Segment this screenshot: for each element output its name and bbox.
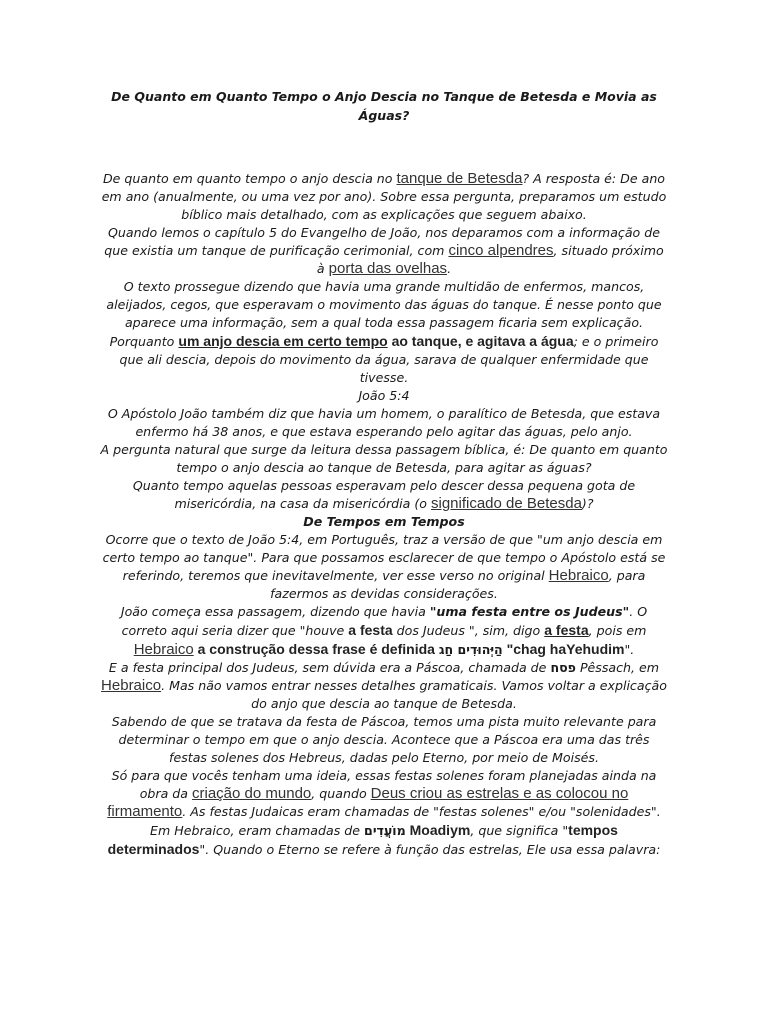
text: . O correto aqui seria dizer que "houve <box>121 604 648 638</box>
link-hebraico-3[interactable]: Hebraico <box>101 677 162 694</box>
text: , pois em <box>588 623 647 638</box>
text: João começa essa passagem, dizendo que havia <box>120 604 430 619</box>
bold-text: "uma festa entre os Judeus" <box>429 604 630 619</box>
text: , para fazermos as devidas considerações. <box>270 568 646 601</box>
link-um-anjo-descia[interactable]: um anjo descia em certo tempo <box>178 333 388 349</box>
text: ". <box>624 642 635 657</box>
paragraph-festas-solenes: Sabendo de que se tratava da festa de Páscoa, temos uma pista muito relevante para determinar o tempo em que o anjo descia. Acontece que a Páscoa era uma das três festas solenes dos Hebreus, dadas pelo Eterno, por meio de Moisés. <box>111 714 657 765</box>
link-porta-das-ovelhas[interactable]: porta das ovelhas <box>328 260 448 277</box>
link-criacao-do-mundo[interactable]: criação do mundo <box>192 785 312 802</box>
paragraph-festa <box>100 603 668 659</box>
paragraph-criacao <box>100 767 668 821</box>
paragraph-pascoa <box>100 659 668 713</box>
text: De quanto em quanto tempo o anjo descia no <box>102 171 397 186</box>
paragraph-pergunta: A pergunta natural que surge da leitura dessa passagem bíblica, é: De quanto em quanto tempo o anjo descia ao tanque de Betesda, para agitar as águas? <box>100 442 668 475</box>
text: O texto prossegue dizendo que havia uma grande multidão de enfermos, mancos, aleijados, cegos, que esperavam o movimento das águas do tanque. É nesse ponto que aparece uma informação, sem a qual toda essa passagem ficaria sem explicação. Porquanto <box>106 279 662 349</box>
bold-text: a festa <box>348 622 393 638</box>
text: ". Quando o Eterno se refere à função das estrelas, Ele usa essa palavra: <box>199 842 661 857</box>
link-hebraico[interactable]: Hebraico <box>548 567 609 584</box>
verse-reference: João 5:4 <box>358 388 410 403</box>
bold-text: Moadiym <box>405 822 471 838</box>
text: dos Judeus ", sim, digo <box>392 623 545 638</box>
paragraph-paralitico: O Apóstolo João também diz que havia um homem, o paralítico de Betesda, que estava enfermo há 38 anos, e que estava esperando pelo agitar das águas, pelo anjo. <box>107 406 661 439</box>
paragraph-quanto-tempo <box>100 477 668 513</box>
text: . <box>447 261 452 276</box>
link-tanque-de-betesda[interactable]: tanque de Betesda <box>396 170 523 187</box>
link-significado-de-betesda[interactable]: significado de Betesda <box>430 495 582 512</box>
page-title: De Quanto em Quanto Tempo o Anjo Descia no Tanque de Betesda e Movia as Águas? <box>111 89 657 123</box>
text: , que significa " <box>470 823 569 838</box>
link-cinco-alpendres[interactable]: cinco alpendres <box>448 242 554 259</box>
bold-text: a construção dessa frase é definida <box>193 641 439 657</box>
paragraph-answer <box>100 170 668 224</box>
link-hebraico-2[interactable]: Hebraico <box>133 641 194 658</box>
hebrew-text: הַיְּהוּדִים חַג <box>438 642 503 657</box>
link-deus-criou-as-estrelas[interactable]: Deus criou as estrelas e as colocou no firmamento <box>107 785 629 820</box>
paragraph-evangelho <box>100 224 668 278</box>
text: Quanto tempo aquelas pessoas esperavam pelo descer dessa pequena gota de misericórdia, na casa da misericórdia (o <box>132 478 636 511</box>
bold-text: ao tanque, e agitava a água <box>387 333 574 349</box>
section-subheading: De Tempos em Tempos <box>303 514 465 529</box>
bold-text: tempos determinados <box>107 822 618 857</box>
text: )? <box>581 496 594 511</box>
hebrew-text: פסח <box>550 660 576 675</box>
text: Em Hebraico, eram chamadas de <box>150 823 365 838</box>
hebrew-text: מוֹעֲדִים <box>364 823 406 838</box>
text: E a festa principal dos Judeus, sem dúvida era a Páscoa, chamada de <box>108 660 551 675</box>
text: Ocorre que o texto de João 5:4, em Português, traz a versão de que "um anjo descia em certo tempo ao tanque". Para que possamos esclarecer de que tempo o Apóstolo está se referindo, teremos que inevitavelmente, ver esse verso no original <box>102 532 666 583</box>
text: , situado próximo à <box>316 243 664 276</box>
text: ; e o primeiro que ali descia, depois do movimento da água, sarava de qualquer enfermidade que tivesse. <box>119 334 659 385</box>
text: Só para que vocês tenham uma ideia, essas festas solenes foram planejadas ainda na obra da <box>111 768 657 801</box>
link-a-festa[interactable]: a festa <box>544 622 589 638</box>
paragraph-moadiym <box>100 821 668 859</box>
text: Pêssach, em <box>575 660 660 675</box>
paragraph-multidao <box>100 278 668 387</box>
text: . As festas Judaicas eram chamadas de "festas solenes" e/ou "solenidades". <box>182 804 661 819</box>
paragraph-joao-5-4 <box>100 531 668 603</box>
bold-text: "chag haYehudim <box>502 641 625 657</box>
text: . Mas não vamos entrar nesses detalhes gramaticais. Vamos voltar a explicação do anjo que descia ao tanque de Betesda. <box>161 678 667 711</box>
article-body <box>100 170 668 859</box>
text: ? A resposta é: De ano em ano (anualmente, ou uma vez por ano). Sobre essa pergunta, preparamos um estudo bíblico mais detalhado, com as explicações que seguem abaixo. <box>101 171 667 222</box>
text: , quando <box>311 786 371 801</box>
text: Quando lemos o capítulo 5 do Evangelho de João, nos deparamos com a informação de que existia um tanque de purificação cerimonial, com <box>104 225 661 258</box>
